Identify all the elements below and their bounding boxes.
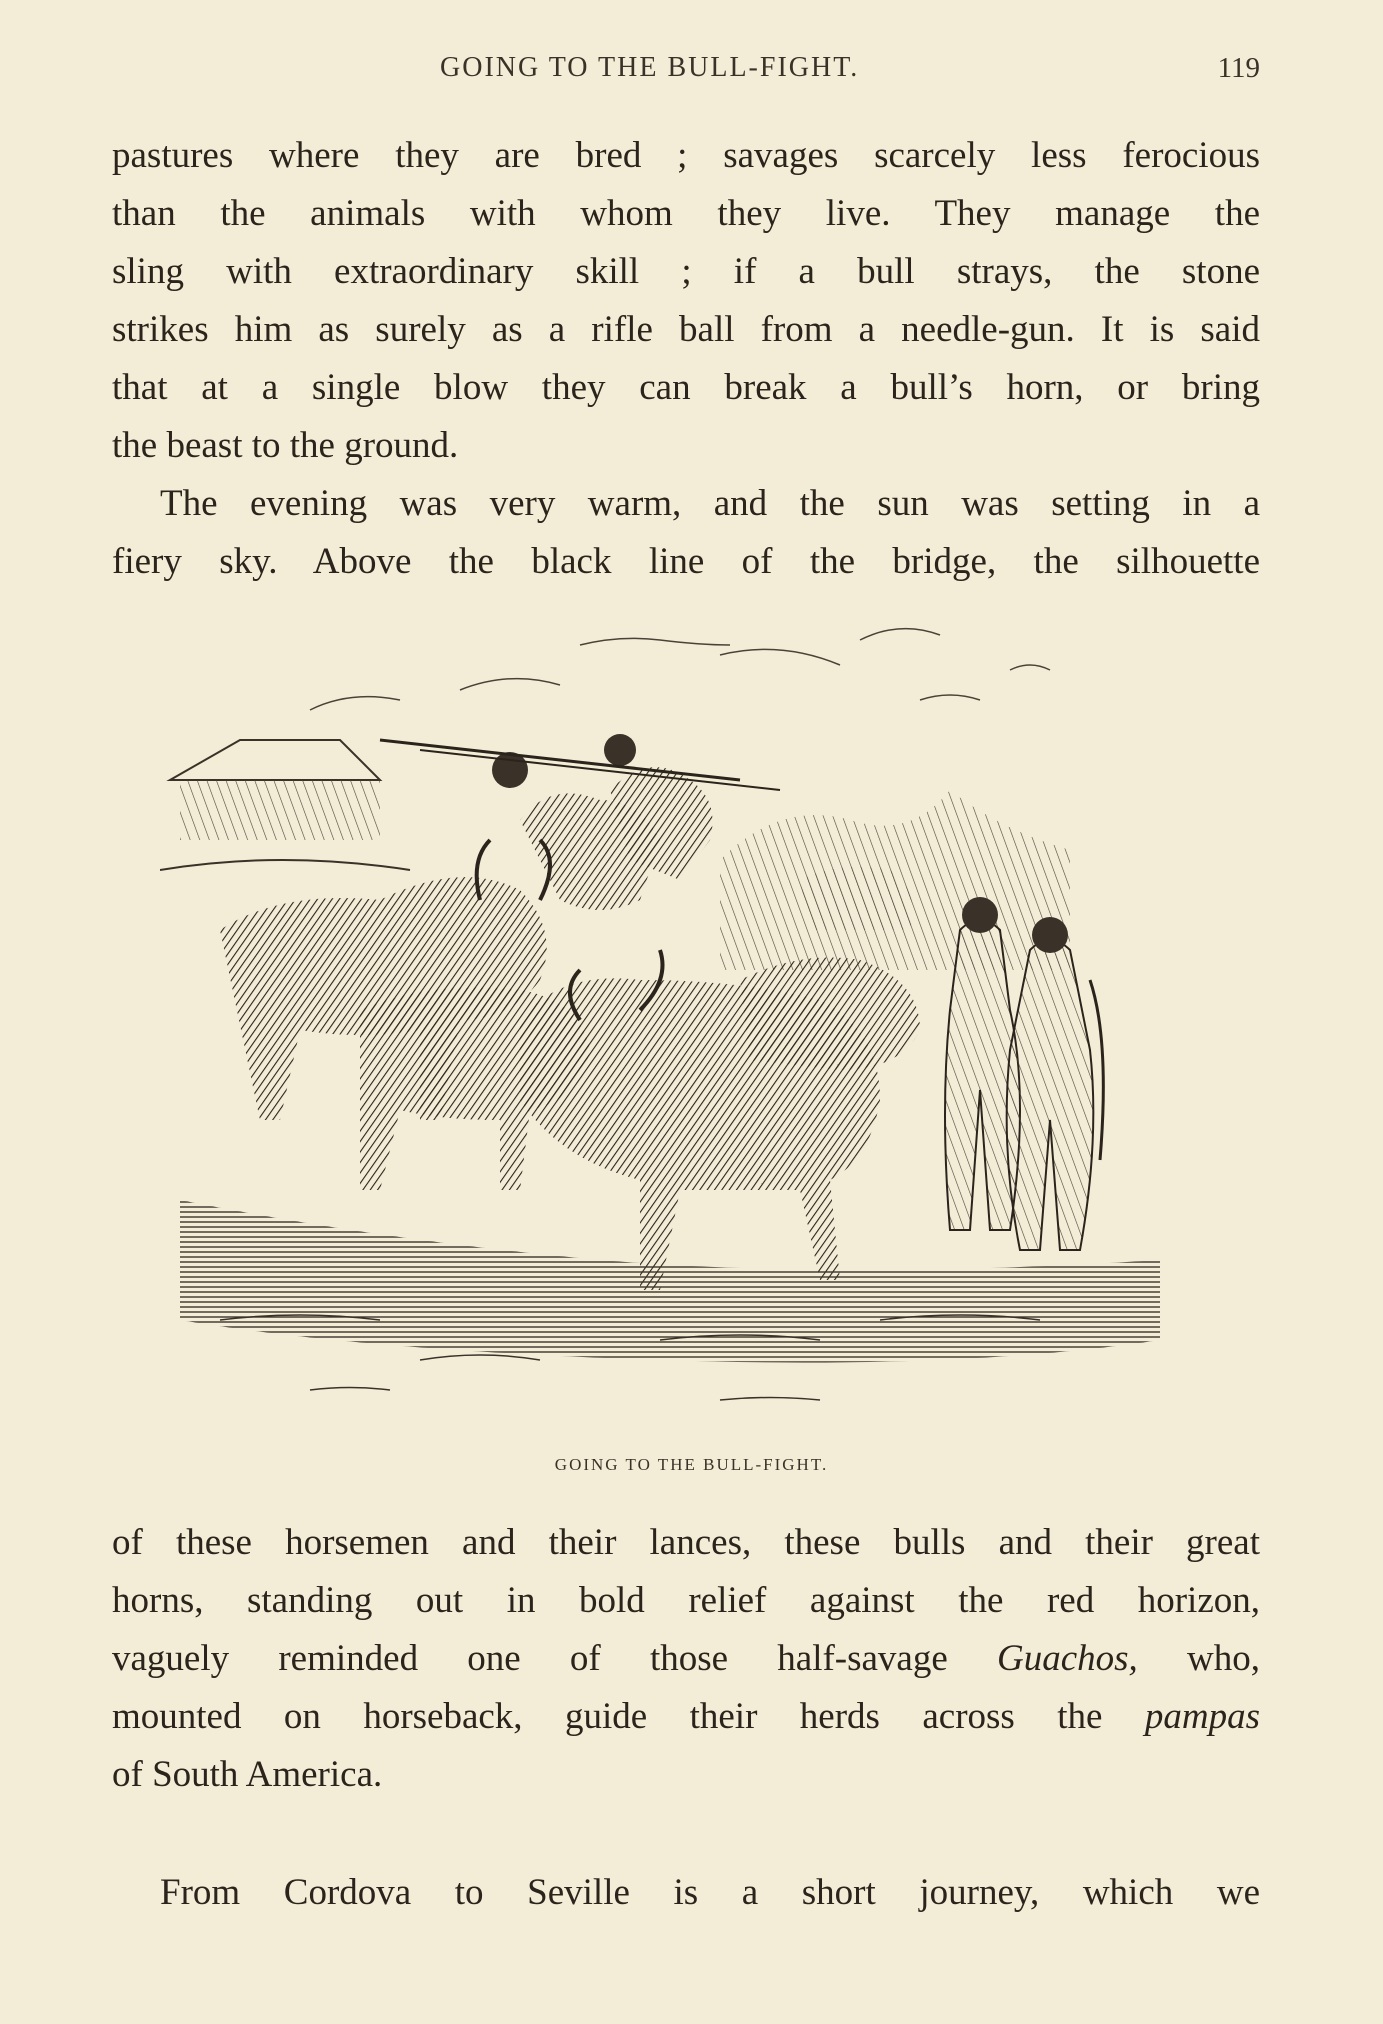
italic-term: Guachos, (997, 1638, 1138, 1679)
engraving-illustration (160, 600, 1220, 1440)
text-line (112, 1688, 1260, 1746)
figure-caption: GOING TO THE BULL-FIGHT. (554, 1455, 829, 1474)
sky-strokes (310, 629, 1050, 710)
text-line: that at a single blow they can break a bull’s horn, or bring (112, 367, 1260, 408)
distant-building (160, 740, 410, 870)
text-line: the beast to the ground. (112, 425, 459, 466)
text-line: than the animals with whom they live. They manage the (112, 193, 1260, 234)
bulls (220, 840, 920, 1290)
text-line: The evening was very warm, and the sun was setting in a (160, 483, 1260, 524)
italic-term: pampas (1144, 1696, 1260, 1737)
page-number: 119 (1217, 52, 1260, 84)
text-line: fiery sky. Above the black line of the bridge, the silhouette (112, 541, 1260, 582)
text-line: horns, standing out in bold relief against the red horizon, (112, 1580, 1260, 1621)
text-run: mounted on horseback, guide their herds across the (112, 1696, 1145, 1737)
page-header (110, 52, 1260, 92)
text-line: From Cordova to Seville is a short journey, which we (160, 1872, 1260, 1913)
text-run: who, (1137, 1638, 1260, 1679)
text-line: pastures where they are bred ; savages scarcely less ferocious (112, 135, 1260, 176)
text-line: sling with extraordinary skill ; if a bull strays, the stone (112, 251, 1260, 292)
running-title: GOING TO THE BULL-FIGHT. (440, 52, 860, 83)
text-run: vaguely reminded one of those half-savage (112, 1638, 997, 1679)
text-line: of South America. (112, 1754, 383, 1795)
text-line: of these horsemen and their lances, these bulls and their great (112, 1522, 1260, 1563)
text-line (112, 1630, 1260, 1688)
text-line: strikes him as surely as a rifle ball from a needle-gun. It is said (112, 309, 1260, 350)
